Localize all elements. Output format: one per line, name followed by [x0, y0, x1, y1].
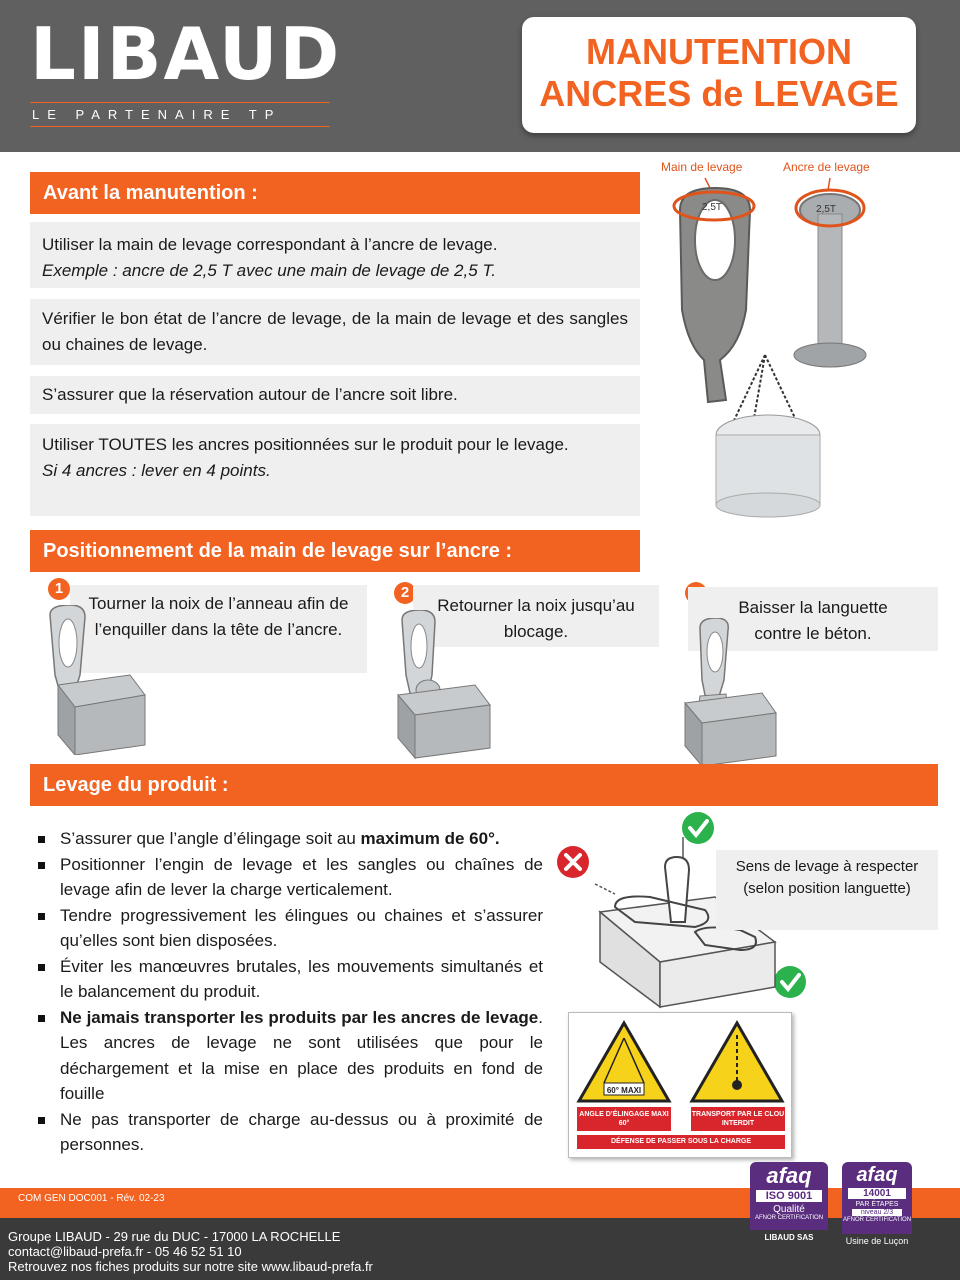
lifting-direction-note: Sens de levage à respecter (selon position languette) [716, 850, 938, 930]
afaq-iso9001-badge [750, 1162, 828, 1242]
warning-label-under-load: DÉFENSE DE PASSER SOUS LA CHARGE [577, 1135, 785, 1149]
contact-line: contact@libaud-prefa.fr - 05 46 52 51 10 [8, 1244, 242, 1259]
list-item: Ne pas transporter de charge au-dessus ou à proximité de personnes. [36, 1107, 543, 1158]
angle-value: 60° MAXI [606, 1086, 642, 1095]
instruction-box-check-condition [30, 299, 640, 365]
list-item [36, 1005, 543, 1107]
list-item: Tendre progressivement les élingues ou chaines et s’assurer qu’elles sont bien disposées. [36, 903, 543, 954]
bullet-emphasis: maximum de 60°. [360, 829, 500, 848]
cert-brand: afaq [766, 1163, 812, 1188]
instruction-text: Utiliser la main de levage correspondant à l’ancre de levage. [42, 235, 498, 254]
instruction-text: S’assurer que la réservation autour de l’ancre soit libre. [42, 385, 458, 404]
warning-label-angle: ANGLE D’ÉLINGAGE MAXI 60° [577, 1107, 671, 1131]
logo-tagline: LE PARTENAIRE TP [30, 102, 330, 127]
bullet-text: S’assurer que l’angle d’élingage soit au [60, 829, 361, 848]
instruction-text: Vérifier le bon état de l’ancre de levage, de la main de levage et des sangles ou chaines de levage. [42, 309, 628, 354]
cert-issuer: AFNOR CERTIFICATION [754, 1215, 824, 1221]
cert-brand: afaq [856, 1164, 898, 1186]
lifting-instructions-list [36, 826, 543, 1158]
step-3-illustration [680, 618, 790, 768]
lifting-hand-and-anchor-photo [650, 170, 950, 520]
cert-standard: 14001 [848, 1188, 906, 1199]
instruction-example: Exemple : ancre de 2,5 T avec une main de levage de 2,5 T. [42, 261, 496, 280]
hand-marking: 2,5T [702, 202, 723, 213]
step-2-number: 2 [394, 582, 416, 604]
list-item [36, 826, 543, 852]
website-line: Retrouvez nos fiches produits sur notre site www.libaud-prefa.fr [8, 1259, 373, 1274]
document-reference: COM GEN DOC001 - Rév. 02-23 [18, 1193, 165, 1204]
label-lifting-hand: Main de levage [661, 160, 743, 174]
logo-text: LIBAUD [30, 12, 342, 96]
instruction-box-use-all-anchors [30, 424, 640, 516]
list-item: Éviter les manœuvres brutales, les mouvements simultanés et le balancement du produit. [36, 954, 543, 1005]
step-1-description: Tourner la noix de l’anneau afin de l’enquiller dans la tête de l’ancre. [70, 585, 367, 673]
cert-holder: LIBAUD SAS [764, 1233, 814, 1242]
instruction-box-reservation-clear [30, 376, 640, 414]
cert-holder: Usine de Luçon [845, 1236, 909, 1246]
logo-wordmark [30, 12, 342, 96]
title-line-1: MANUTENTION [586, 31, 852, 72]
section-heading-lifting: Levage du produit : [30, 764, 938, 806]
cert-level: niveau 2/3 [852, 1209, 902, 1216]
instruction-text: Utiliser TOUTES les ancres positionnées sur le produit pour le levage. [42, 435, 569, 454]
warning-label-transport: TRANSPORT PAR LE CLOU INTERDIT [691, 1107, 785, 1131]
company-address: Groupe LIBAUD - 29 rue du DUC - 17000 LA ROCHELLE [8, 1229, 341, 1244]
footer-contact [8, 1229, 373, 1274]
instruction-example: Si 4 ancres : lever en 4 points. [42, 461, 271, 480]
step-3-description: Baisser la languette contre le béton. [688, 587, 938, 651]
bullet-emphasis: Ne jamais transporter les produits par les ancres de levage [60, 1007, 539, 1027]
step-1-illustration [40, 605, 150, 755]
warning-sign [568, 1012, 792, 1158]
section-heading-before-handling: Avant la manutention : [30, 172, 640, 214]
cert-scope: PAR ÉTAPES [855, 1201, 899, 1208]
list-item: Positionner l’engin de levage et les sangles ou chaînes de levage afin de lever la charge verticalement. [36, 852, 543, 903]
bullet-text: . Les ancres de levage ne sont utilisées que pour le déchargement et la mise en place des produits en fond de fouille [60, 1007, 543, 1103]
label-lifting-anchor: Ancre de levage [783, 160, 870, 174]
anchor-marking: 2,5T [816, 204, 837, 215]
libaud-logo [30, 12, 342, 127]
check-icon-top [682, 812, 714, 844]
cert-issuer: AFNOR CERTIFICATION [842, 1217, 912, 1223]
step-2-illustration [390, 610, 500, 760]
cert-scope: Qualité [773, 1204, 805, 1215]
cert-standard: ISO 9001 [756, 1190, 822, 1202]
warning-triangles [569, 1013, 793, 1113]
step-2-description: Retourner la noix jusqu’au blocage. [413, 585, 659, 647]
section-heading-positioning: Positionnement de la main de levage sur l’ancre : [30, 530, 640, 572]
title-line-2: ANCRES de LEVAGE [539, 73, 899, 114]
afaq-14001-badge [842, 1162, 912, 1246]
document-title [522, 17, 916, 133]
check-icon-side [774, 966, 806, 998]
step-1-number: 1 [48, 578, 70, 600]
instruction-box-matching-hand [30, 222, 640, 288]
